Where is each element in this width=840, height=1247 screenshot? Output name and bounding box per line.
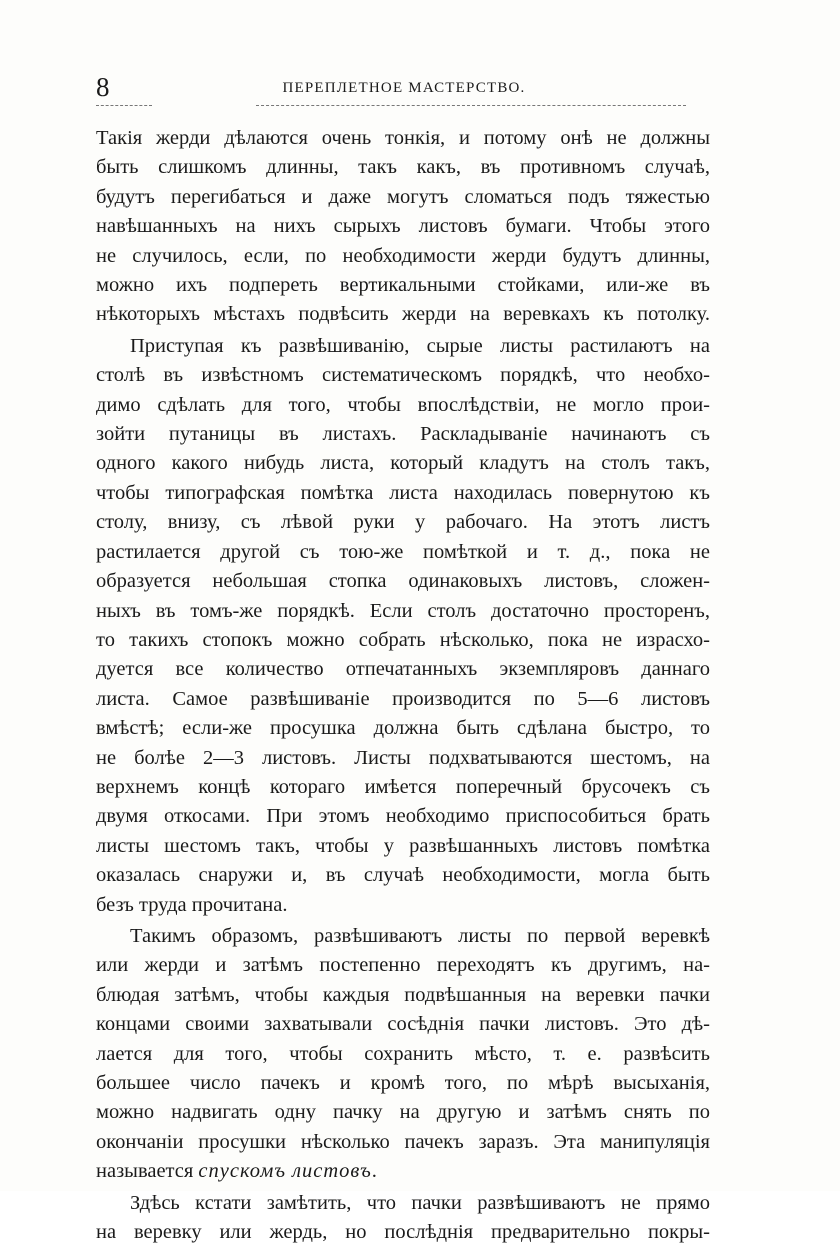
page-number: 8 (96, 72, 110, 102)
text-line: окончаніи просушки нѣсколько пачекъ заразъ. Эта манипуляція (96, 1130, 710, 1153)
text-line: не болѣе 2—3 листовъ. Листы подхватываются шестомъ, на (96, 746, 710, 769)
header-rule-left (96, 105, 152, 106)
text-fragment: . (371, 1160, 377, 1183)
text-line: лается для того, чтобы сохранить мѣсто, т. е. развѣсить (96, 1042, 710, 1065)
text-line: верхнемъ концѣ котораго имѣется поперечный брусочекъ съ (96, 775, 710, 798)
paragraph-2 (96, 332, 710, 920)
text-line: безъ труда прочитана. (96, 893, 288, 916)
text-line: навѣшанныхъ на нихъ сырыхъ листовъ бумаги. Чтобы этого (96, 215, 710, 238)
text-line: нѣкоторыхъ мѣстахъ подвѣсить жерди на веревкахъ къ потолку. (96, 303, 710, 326)
emphasized-term: спускомъ листовъ (198, 1160, 372, 1183)
text-line: столу, внизу, съ лѣвой руки у рабочаго. На этотъ листъ (96, 511, 710, 534)
text-line: то такихъ стопокъ можно собрать нѣсколько, пока не израсхо- (96, 628, 710, 651)
text-line: столѣ въ извѣстномъ систематическомъ порядкѣ, что необхо- (96, 364, 710, 387)
text-line: Приступая къ развѣшиванію, сырые листы растилаютъ на (130, 334, 710, 357)
text-fragment: называется (96, 1160, 199, 1183)
text-line: дуется все количество отпечатанныхъ экземпляровъ даннаго (96, 658, 710, 681)
text-line: растилается другой съ тою-же помѣткой и т. д., пока не (96, 540, 710, 563)
text-line: концами своими захватывали сосѣднія пачки листовъ. Это дѣ- (96, 1013, 710, 1036)
text-line: будутъ перегибаться и даже могутъ сломаться подъ тяжестью (96, 185, 710, 208)
text-line: Здѣсь кстати замѣтить, что пачки развѣшиваютъ не прямо (130, 1191, 710, 1214)
text-line: двумя откосами. При этомъ необходимо приспособиться брать (96, 805, 710, 828)
header-rule-right (256, 105, 686, 106)
text-line: на веревку или жердь, но послѣднія предварительно покры- (96, 1221, 710, 1244)
text-line: вмѣстѣ; если-же просушка должна быть сдѣлана быстро, то (96, 717, 710, 740)
text-line: большее число пачекъ и кромѣ того, по мѣрѣ высыханія, (96, 1072, 710, 1094)
text-line: оказалась снаружи и, въ случаѣ необходимости, могла быть (96, 864, 710, 887)
text-line: быть слишкомъ длинны, такъ какъ, въ противномъ случаѣ, (96, 156, 710, 179)
text-line-with-emphasis (96, 1157, 710, 1186)
text-line: ныхъ въ томъ-же порядкѣ. Если столъ достаточно просторенъ, (96, 599, 710, 622)
text-line: Такимъ образомъ, развѣшиваютъ листы по первой веревкѣ (130, 924, 710, 947)
paragraph-4 (96, 1189, 710, 1247)
body-text (96, 124, 710, 1247)
text-line: образуется небольшая стопка одинаковыхъ листовъ, сложен- (96, 570, 710, 593)
text-line: чтобы типографская помѣтка листа находилась повернутою къ (96, 481, 710, 504)
text-line: блюдая затѣмъ, чтобы каждыя подвѣшанныя на веревки пачки (96, 983, 710, 1006)
paragraph-1 (96, 124, 710, 330)
text-line: можно надвигать одну пачку на другую и затѣмъ снять по (96, 1101, 710, 1124)
text-line: листы шестомъ такъ, чтобы у развѣшанныхъ листовъ помѣтка (96, 834, 710, 857)
paragraph-3 (96, 922, 710, 1187)
page-header (96, 72, 712, 110)
text-line: не случилось, если, по необходимости жерди будутъ длинны, (96, 244, 710, 267)
text-line: одного какого нибудь листа, который кладутъ на столъ такъ, (96, 452, 710, 475)
text-line: димо сдѣлать для того, чтобы впослѣдствіи, не могло прои- (96, 393, 710, 416)
text-line: листа. Самое развѣшиваніе производится по 5—6 листовъ (96, 687, 710, 710)
running-title: ПЕРЕПЛЕТНОЕ МАСТЕРСТВО. (282, 80, 526, 96)
text-line: зойти путаницы въ листахъ. Раскладываніе начинаютъ съ (96, 423, 710, 446)
text-line: можно ихъ подпереть вертикальными стойками, или-же въ (96, 274, 710, 297)
text-line: или жерди и затѣмъ постепенно переходятъ къ другимъ, на- (96, 954, 710, 977)
text-line: Такія жерди дѣлаются очень тонкія, и потому онѣ не должны (96, 127, 710, 149)
